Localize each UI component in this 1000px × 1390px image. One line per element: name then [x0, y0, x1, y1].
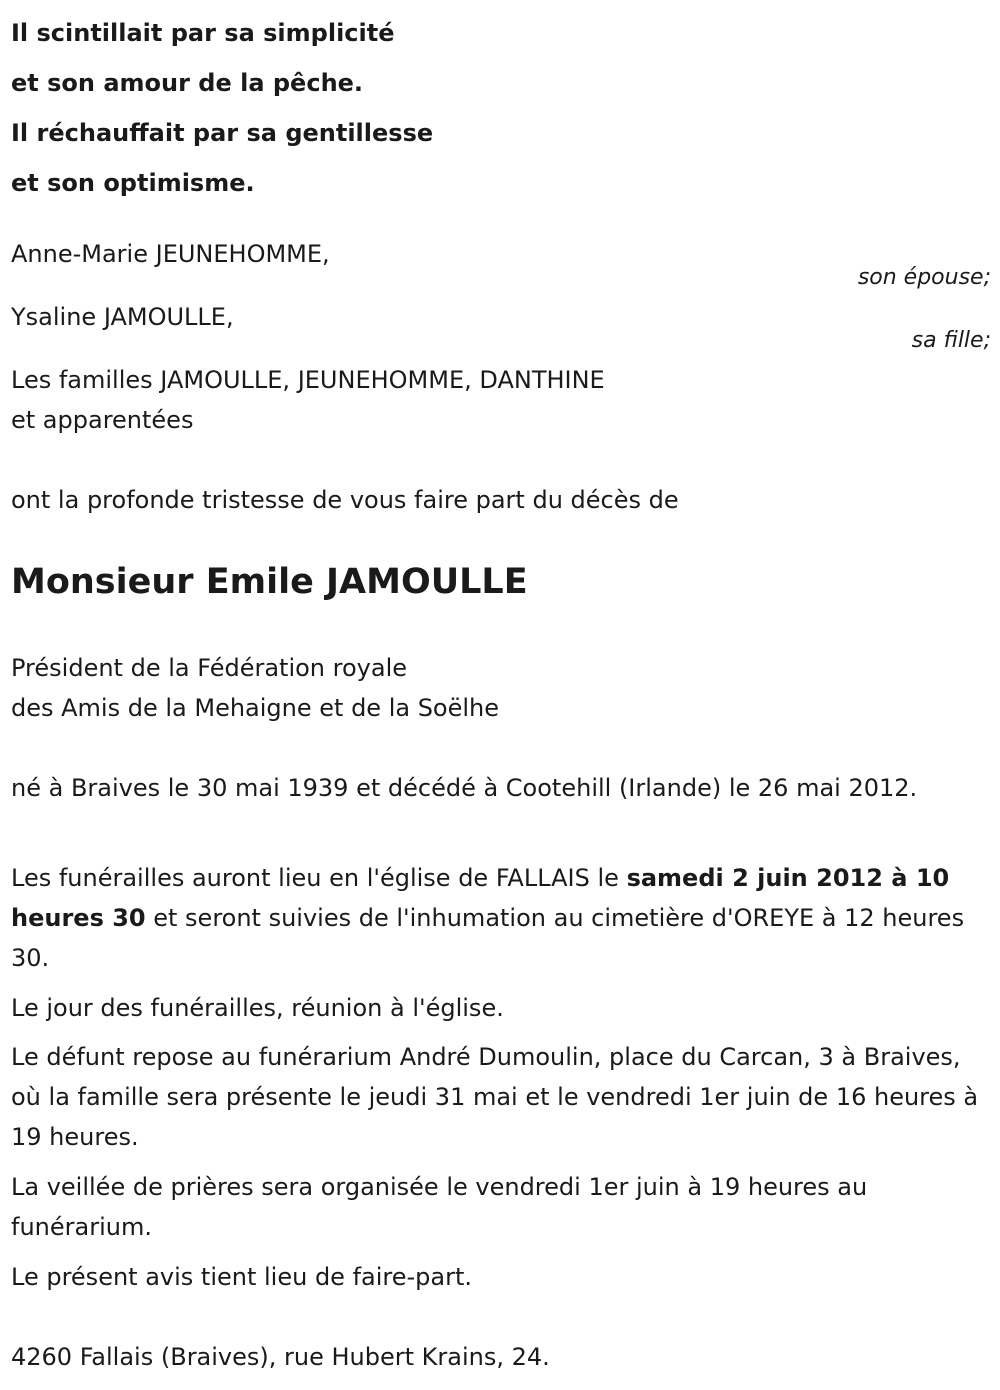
- spouse-role: son épouse;: [857, 265, 991, 290]
- poem-line-4: et son optimisme.: [11, 169, 255, 197]
- meeting-paragraph: Le jour des funérailles, réunion à l'église.: [11, 994, 504, 1022]
- families-line-2: et apparentées: [11, 406, 194, 434]
- poem-line-2: et son amour de la pêche.: [11, 69, 364, 97]
- poem-line-1: Il scintillait par sa simplicité: [11, 19, 395, 47]
- notice-paragraph: Le présent avis tient lieu de faire-part.: [11, 1263, 473, 1291]
- memorial-poem: [11, 8, 433, 208]
- poem-line-3: Il réchauffait par sa gentillesse: [11, 119, 434, 147]
- spouse-name: Anne-Marie JEUNEHOMME,: [11, 240, 330, 268]
- vigil-paragraph: La veillée de prières sera organisée le vendredi 1er juin à 19 heures au funérarium.: [11, 1173, 868, 1241]
- title-line-2: des Amis de la Mehaigne et de la Soëlhe: [11, 694, 500, 722]
- birth-death-paragraph: né à Braives le 30 mai 1939 et décédé à Cootehill (Irlande) le 26 mai 2012.: [11, 774, 918, 802]
- funeral-outro: et seront suivies de l'inhumation au cimetière d'OREYE à 12 heures 30.: [11, 904, 965, 972]
- families-line-1: Les familles JAMOULLE, JEUNEHOMME, DANTHINE: [11, 366, 605, 394]
- deceased-name: Monsieur Emile JAMOULLE: [11, 562, 528, 602]
- funeral-intro: Les funérailles auront lieu en l'église de FALLAIS le: [11, 864, 627, 892]
- funeral-paragraph: [11, 858, 986, 978]
- announcement-text: ont la profonde tristesse de vous faire part du décès de: [11, 486, 679, 514]
- address-line: 4260 Fallais (Braives), rue Hubert Krains, 24.: [11, 1343, 550, 1371]
- title-line-1: Président de la Fédération royale: [11, 654, 408, 682]
- repose-paragraph: Le défunt repose au funérarium André Dumoulin, place du Carcan, 3 à Braives, où la famille sera présente le jeudi 31 mai et le vendredi 1er juin de 16 heures à 19 heures.: [11, 1043, 979, 1151]
- daughter-name: Ysaline JAMOULLE,: [11, 303, 234, 331]
- funeral-datetime: samedi 2 juin 2012 à 10 heures 30: [11, 864, 950, 932]
- daughter-role: sa fille;: [911, 328, 991, 353]
